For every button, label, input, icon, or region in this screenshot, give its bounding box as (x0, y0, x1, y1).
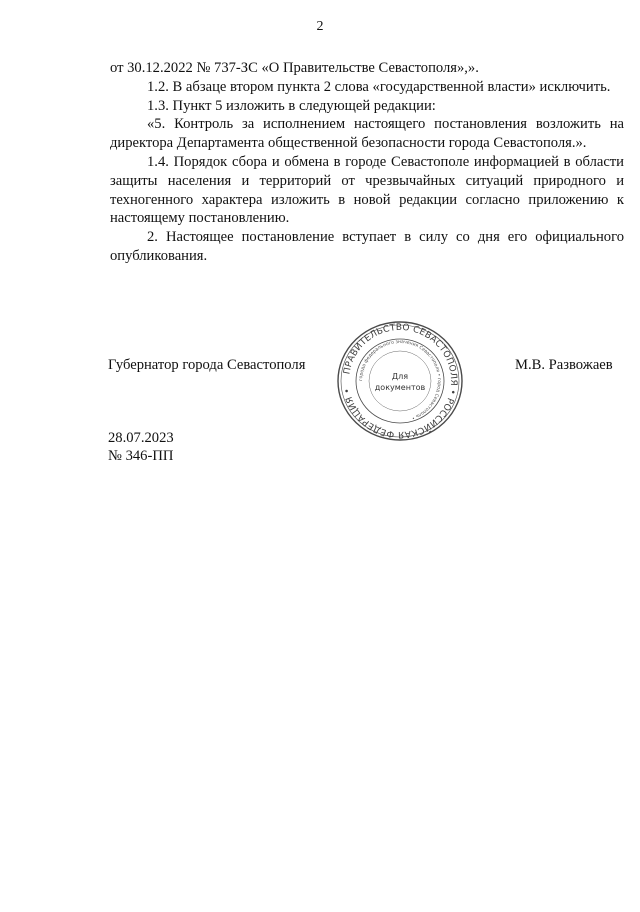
seal-center-line1: Для (391, 372, 409, 381)
paragraph-6: 2. Настоящее постановление вступает в силу со дня его официального опубликования. (110, 229, 624, 264)
signature-title: Губернатор города Севастополя (108, 357, 306, 373)
page-number: 2 (316, 19, 324, 34)
seal-ring-text: ПРАВИТЕЛЬСТВО СЕВАСТОПОЛЯ • РОССИЙСКАЯ ФЕДЕРАЦИЯ • (342, 322, 459, 440)
paragraph-4: «5. Контроль за исполнением настоящего постановления возложить на директора Департамента общественной безопасности города Севастополя.». (110, 116, 624, 152)
paragraph-2: 1.2. В абзаце втором пункта 2 слова «государственной власти» исключить. (147, 78, 611, 95)
official-seal (334, 318, 466, 444)
document-date: 28.07.2023 (108, 430, 174, 446)
document-body (110, 59, 624, 266)
seal-micro-text: города федерального значения Севастополя • город Севастополь • (358, 339, 442, 421)
paragraph-5: 1.4. Порядок сбора и обмена в городе Севастополе информацией в области защиты населения и территорий от чрезвычайных ситуаций природного и техногенного характера изложить в новой редакции согласно приложению к настоящему постановлению. (110, 153, 624, 227)
signatory-name: М.В. Развожаев (515, 357, 613, 373)
paragraph-3: 1.3. Пункт 5 изложить в следующей редакции: (147, 97, 436, 114)
paragraph-1: от 30.12.2022 № 737-ЗС «О Правительстве Севастополя»,». (110, 60, 479, 76)
document-number: № 346-ПП (108, 448, 174, 464)
seal-center-line2: документов (374, 383, 426, 392)
